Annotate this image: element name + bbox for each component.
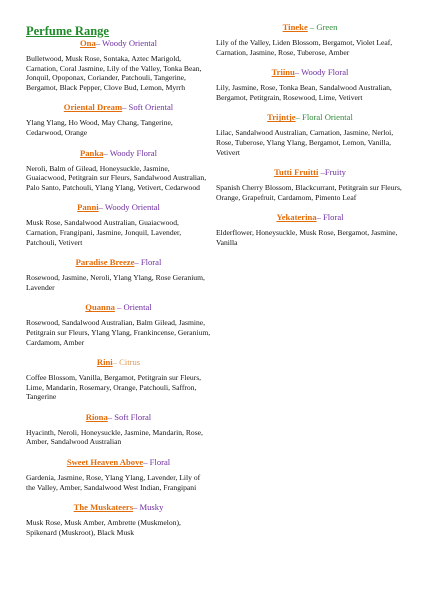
perfume-name: Trijntje	[267, 112, 296, 123]
heading-separator: –	[122, 102, 127, 113]
right-column	[216, 22, 404, 258]
perfume-name: Yekaterina	[276, 212, 317, 223]
perfume-heading	[26, 257, 211, 268]
perfume-name: Triinu	[271, 67, 295, 78]
perfume-entry	[26, 202, 211, 247]
perfume-name: The Muskateers	[73, 502, 134, 513]
perfume-category: Fruity	[324, 167, 346, 178]
heading-separator: –	[318, 167, 325, 178]
perfume-notes: Lilac, Sandalwood Australian, Carnation, Jasmine, Nerloi, Rose, Tuberose, Ylang Ylang, Bergamot, Lemon, Vanilla, Vetivert	[216, 128, 394, 157]
perfume-notes: Hyacinth, Neroli, Honeysuckle, Jasmine, Mandarin, Rose, Amber, Sandalwood Australian	[26, 427, 203, 447]
perfume-category: Woody Oriental	[100, 38, 157, 48]
perfume-heading	[216, 212, 404, 223]
heading-separator: –	[133, 502, 138, 513]
heading-separator: –	[114, 302, 122, 313]
perfume-notes: Elderflower, Honeysuckle, Musk Rose, Bergamot, Jasmine, Vanilla	[216, 228, 398, 247]
page-title: Perfume Range	[26, 24, 109, 38]
perfume-entry	[26, 102, 211, 137]
perfume-name: Tineke	[282, 22, 308, 32]
perfume-category: Soft Oriental	[126, 102, 174, 113]
perfume-name: Rini	[96, 357, 113, 368]
heading-separator: –	[294, 67, 300, 78]
perfume-entry	[26, 148, 211, 193]
perfume-notes: Ylang Ylang, Ho Wood, May Chang, Tangerine, Cedarwood, Orange	[26, 118, 173, 137]
perfume-heading	[26, 38, 211, 49]
perfume-notes: Lily, Jasmine, Rose, Tonka Bean, Sandalwood Australian, Bergamot, Petitgrain, Rosewood, Lime, Vetivert	[216, 83, 392, 102]
perfume-heading	[26, 202, 211, 213]
perfume-entry	[216, 212, 404, 247]
perfume-name: Riona	[85, 411, 108, 422]
perfume-name: Panni	[77, 202, 99, 213]
perfume-name: Tutti Fruitti	[274, 167, 319, 178]
perfume-notes: Rosewood, Jasmine, Neroli, Ylang Ylang, Rose Geranium, Lavender	[26, 273, 205, 292]
perfume-entry	[26, 457, 211, 492]
left-column	[26, 38, 211, 547]
heading-separator: –	[316, 212, 321, 223]
perfume-heading	[26, 302, 211, 313]
perfume-name: Panka	[80, 147, 104, 158]
perfume-notes: Bulletwood, Musk Rose, Sontaka, Aztec Marigold, Carnation, Coral Jasmine, Lily of the Valley, Tonka Bean, Jonquil, Opoponax, Coriander, Patchouli, Tangerine, Bergamot, Black Pepper, Clove Bud, Lemon, Myrrh	[26, 54, 202, 92]
heading-separator: –	[112, 357, 117, 368]
heading-separator: –	[95, 38, 101, 48]
perfume-heading	[216, 67, 404, 78]
perfume-category: Floral	[147, 457, 171, 468]
perfume-category: Woody Oriental	[102, 202, 160, 213]
perfume-name: Paradise Breeze	[75, 257, 135, 268]
perfume-notes: Lily of the Valley, Liden Blossom, Bergamot, Violet Leaf, Carnation, Jasmine, Rose, Tuberose, Amber	[216, 38, 393, 57]
perfume-category: Oriental	[121, 302, 152, 313]
perfume-entry	[26, 412, 211, 447]
perfume-entry	[26, 257, 211, 292]
heading-separator: –	[107, 411, 113, 422]
perfume-category: Woody Floral	[107, 147, 157, 158]
perfume-heading	[26, 457, 211, 468]
perfume-notes: Spanish Cherry Blossom, Blackcurrant, Petitgrain sur Fleurs, Orange, Grapefruit, Cardamom, Pimento Leaf	[216, 183, 402, 202]
perfume-heading	[216, 167, 404, 178]
perfume-entry	[26, 38, 211, 92]
perfume-notes: Musk Rose, Sandalwood Australian, Guaiacwood, Carnation, Frangipani, Jasmine, Jonquil, Lavender, Patchouli, Vetivert	[26, 218, 182, 247]
heading-separator: –	[98, 202, 103, 213]
perfume-entry	[216, 167, 404, 202]
perfume-heading	[216, 22, 404, 33]
perfume-entry	[216, 22, 404, 57]
perfume-heading	[26, 148, 211, 159]
perfume-heading	[26, 502, 211, 513]
perfume-notes: Rosewood, Sandalwood Australian, Balm Gilead, Jasmine, Petitgrain sur Fleurs, Ylang Ylang, Frankincense, Geranium, Cardamom, Amber	[26, 318, 211, 347]
perfume-category: Floral	[320, 212, 344, 223]
perfume-entry	[216, 67, 404, 102]
perfume-name: Sweet Heaven Above	[66, 457, 144, 468]
heading-separator: –	[143, 457, 148, 468]
perfume-category: Green	[314, 22, 338, 32]
perfume-heading	[26, 412, 211, 423]
perfume-name: Quanna	[85, 302, 115, 313]
perfume-entry	[26, 357, 211, 402]
heading-separator: –	[307, 22, 315, 32]
perfume-notes: Neroli, Balm of Gilead, Honeysuckle, Jasmine, Guaiacwood, Petitgrain sur Fleurs, Sandalwood Australian, Palo Santo, Patchouli, Ylang Ylang, Vetivert, Cedarwood	[26, 163, 207, 192]
perfume-name: Oriental Dream	[63, 102, 123, 113]
perfume-heading	[26, 357, 211, 368]
perfume-category: Soft Floral	[112, 411, 152, 422]
heading-separator: –	[295, 112, 300, 123]
perfume-category: Floral Oriental	[299, 112, 353, 123]
perfume-entry	[26, 502, 211, 537]
perfume-name: Ona	[80, 38, 96, 48]
perfume-category: Floral	[138, 257, 162, 268]
perfume-heading	[216, 112, 404, 123]
perfume-entry	[216, 112, 404, 157]
perfume-heading	[26, 102, 211, 113]
perfume-category: Musky	[137, 502, 164, 513]
heading-separator: –	[103, 147, 108, 158]
perfume-category: Citrus	[116, 357, 141, 368]
heading-separator: –	[134, 257, 139, 268]
perfume-notes: Musk Rose, Musk Amber, Ambrette (Muskmelon), Spikenard (Muskroot), Black Musk	[26, 518, 181, 537]
perfume-entry	[26, 302, 211, 347]
perfume-notes: Coffee Blossom, Vanilla, Bergamot, Petitgrain sur Fleurs, Lime, Mandarin, Rosemary, Orange, Patchouli, Saffron, Tangerine	[26, 373, 202, 402]
perfume-notes: Gardenia, Jasmine, Rose, Ylang Ylang, Lavender, Lily of the Valley, Amber, Sandalwood West Indian, Frangipani	[26, 473, 201, 492]
perfume-category: Woody Floral	[299, 67, 349, 78]
